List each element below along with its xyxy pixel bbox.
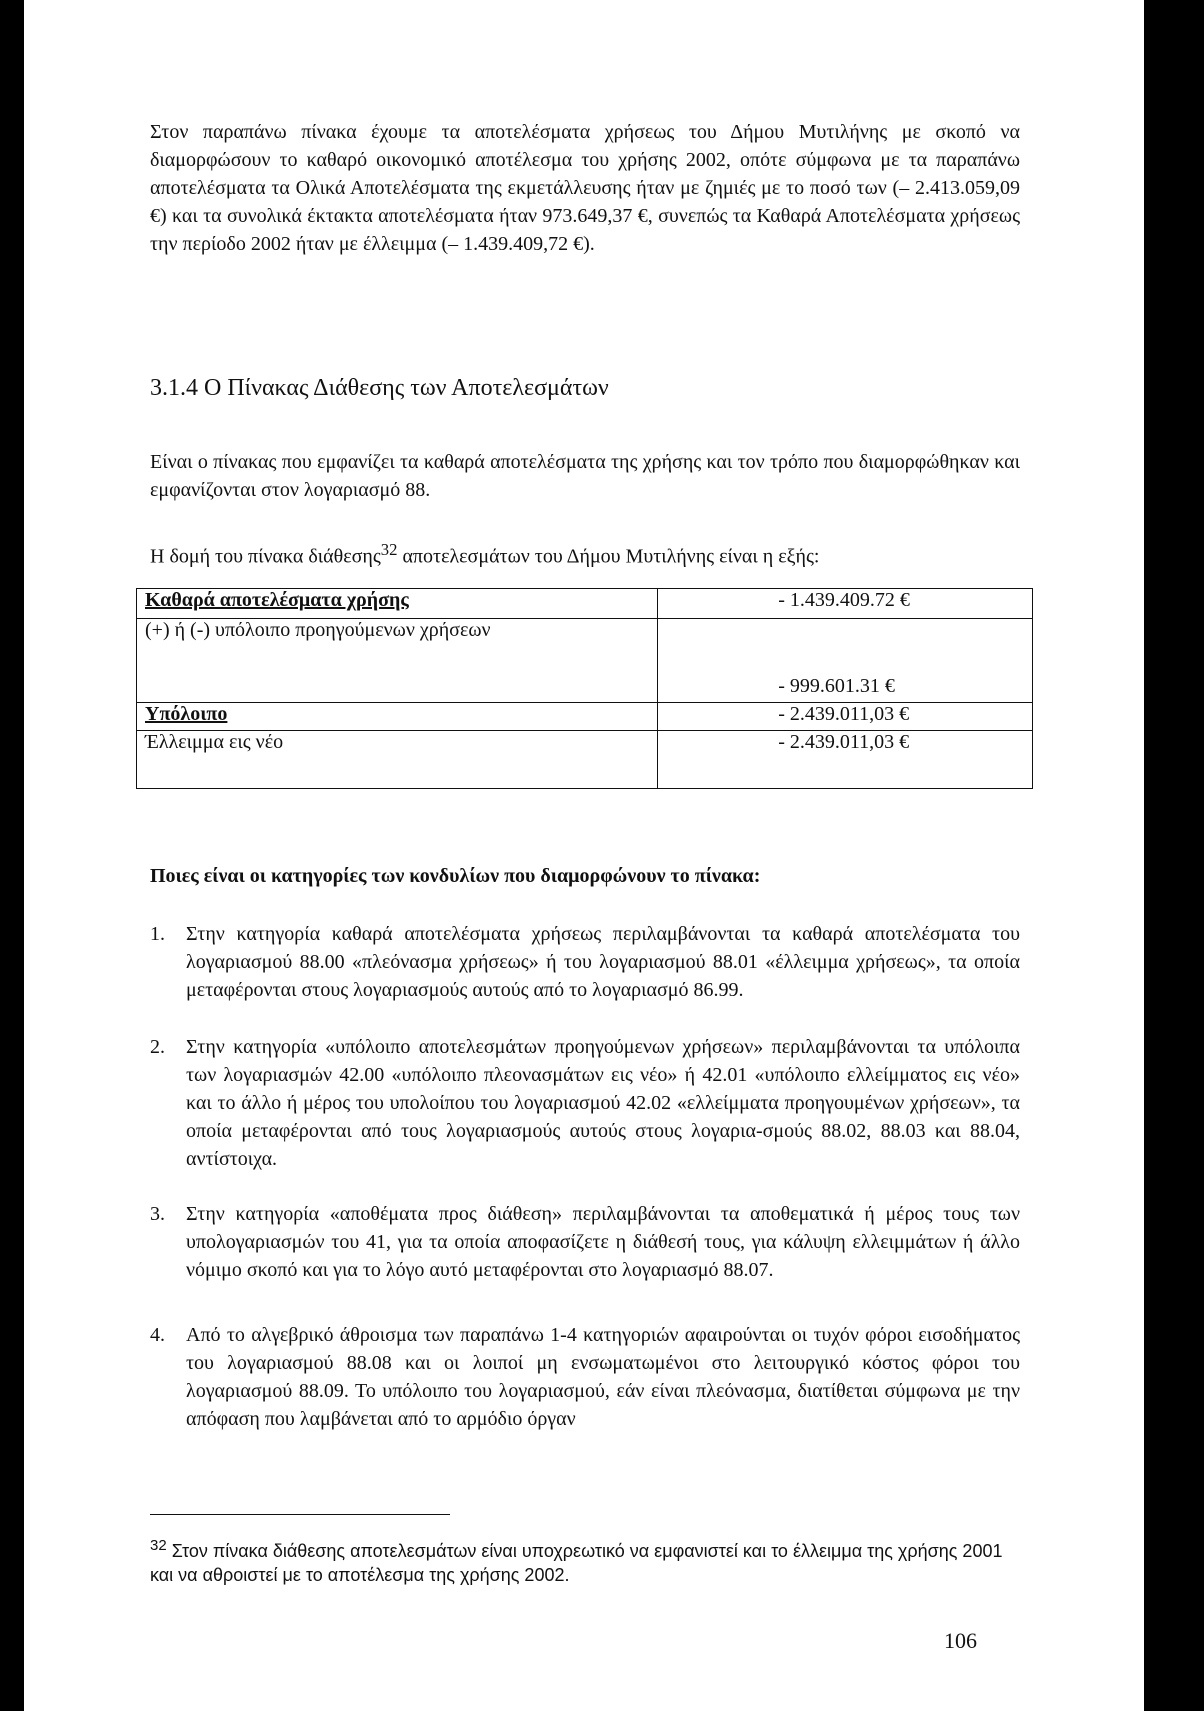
footnote-text: Στον πίνακα διάθεσης αποτελεσμάτων είναι υποχρεωτικό να εμφανιστεί και το έλλειμμα της χρήσης 2001 και να αθροιστεί με το αποτέλεσμα της χρήσης 2002. xyxy=(150,1541,1003,1585)
table-row xyxy=(137,703,1033,731)
row-label: Υπόλοιπο xyxy=(137,703,658,731)
intro-paragraph: Στον παραπάνω πίνακα έχουμε τα αποτελέσματα χρήσεως του Δήμου Μυτιλήνης με σκοπό να διαμορφώσουν το καθαρό οικονομικό αποτέλεσμα του χρήσης 2002, οπότε σύμφωνα με τα παραπάνω αποτελέσματα τα Ολικά Αποτελέσματα της εκμετάλλευσης ήταν με ζημιές με το ποσό των (– 2.413.059,09 €) και τα συνολικά έκτακτα αποτελέσματα ήταν 973.649,37 €, συνεπώς τα Καθαρά Αποτελέσματα χρήσεως την περίοδο 2002 ήταν με έλλειμμα (– 1.439.409,72 €). xyxy=(150,121,1020,255)
disposition-table xyxy=(136,588,1033,789)
item-text: Από το αλγεβρικό άθροισμα των παραπάνω 1-4 κατηγοριών αφαιρούνται οι τυχόν φόροι εισοδήματος του λογαριασμού 88.08 και οι λοιποί μη ενσωματωμένοι στο λειτουργικό κόστος φόροι του λογαριασμού 88.09. Το υπόλοιπο του λογαριασμού, εάν είναι πλεόνασμα, διατίθεται σύμφωνα με την απόφαση που λαμβάνεται από το αρμόδιο όργαν xyxy=(186,1324,1020,1430)
paragraph-2-end: αποτελεσμάτων του Δήμου Μυτιλήνης είναι η εξής: xyxy=(397,545,820,568)
footnote xyxy=(150,1534,1020,1587)
paragraph-2-start: Η δομή του πίνακα διάθεσης xyxy=(150,545,381,568)
item-number: 4. xyxy=(150,1324,165,1346)
row-value: - 2.439.011,03 € xyxy=(658,703,1033,731)
item-text: Στην κατηγορία «αποθέματα προς διάθεση» περιλαμβάνονται τα αποθεματικά ή μέρος τους των υπολογαριασμών του 41, για τα οποία αποφασίζετε η διάθεσή τους, για κάλυψη ελλειμμάτων ή άλλο νόμιμο σκοπό και για το λόγο αυτό μεταφέρονται στο λογαριασμό 88.07. xyxy=(186,1203,1020,1281)
row-label: (+) ή (-) υπόλοιπο προηγούμενων χρήσεων xyxy=(137,619,658,703)
item-text: Στην κατηγορία καθαρά αποτελέσματα χρήσεως περιλαμβάνονται τα καθαρά αποτελέσματα του λογαριασμού 88.00 «πλεόνασμα χρήσεως» ή του λογαριασμού 88.01 «έλλειμμα χρήσεως», τα οποία μεταφέρονται στους λογαριασμούς αυτούς από το λογαριασμό 86.99. xyxy=(186,923,1020,1001)
paragraph-2 xyxy=(150,536,1020,571)
paragraph-1: Είναι ο πίνακας που εμφανίζει τα καθαρά αποτελέσματα της χρήσης και τον τρόπο που διαμορφώθηκαν και εμφανίζονται στον λογαριασμό 88. xyxy=(150,451,1020,501)
row-label: Καθαρά αποτελέσματα χρήσης xyxy=(137,589,658,619)
table-row xyxy=(137,619,1033,703)
table-row xyxy=(137,589,1033,619)
section-heading: 3.1.4 Ο Πίνακας Διάθεσης των Αποτελεσμάτων xyxy=(150,375,609,401)
item-number: 2. xyxy=(150,1036,165,1058)
question-heading: Ποιες είναι οι κατηγορίες των κονδυλίων που διαμορφώνουν το πίνακα: xyxy=(150,865,761,887)
item-number: 3. xyxy=(150,1203,165,1225)
list-item xyxy=(150,920,1020,1004)
list-item xyxy=(150,1033,1020,1173)
row-value: - 2.439.011,03 € xyxy=(658,731,1033,789)
row-value: - 1.439.409.72 € xyxy=(658,589,1033,619)
item-number: 1. xyxy=(150,923,165,945)
footnote-ref: 32 xyxy=(380,540,398,559)
row-label: Έλλειμμα εις νέο xyxy=(137,731,658,789)
item-text: Στην κατηγορία «υπόλοιπο αποτελεσμάτων προηγούμενων χρήσεων» περιλαμβάνονται τα υπόλοιπα των λογαριασμών 42.00 «υπόλοιπο πλεονασμάτων εις νέο» ή 42.01 «υπόλοιπο ελλείμματος εις νέο» και το άλλο ή μέρος του υπολοίπου του λογαριασμού 42.02 «ελλείμματα προηγουμένων χρήσεων», τα οποία μεταφέρονται από τους λογαριασμούς αυτούς στους λογαρια-σμούς 88.02, 88.03 και 88.04, αντίστοιχα. xyxy=(186,1036,1020,1170)
footnote-divider xyxy=(150,1514,450,1515)
list-item xyxy=(150,1200,1020,1284)
row-value: - 999.601.31 € xyxy=(658,619,1033,703)
page-number: 106 xyxy=(944,1628,977,1653)
table-row xyxy=(137,731,1033,789)
list-item xyxy=(150,1321,1020,1433)
footnote-number: 32 xyxy=(150,1537,167,1554)
